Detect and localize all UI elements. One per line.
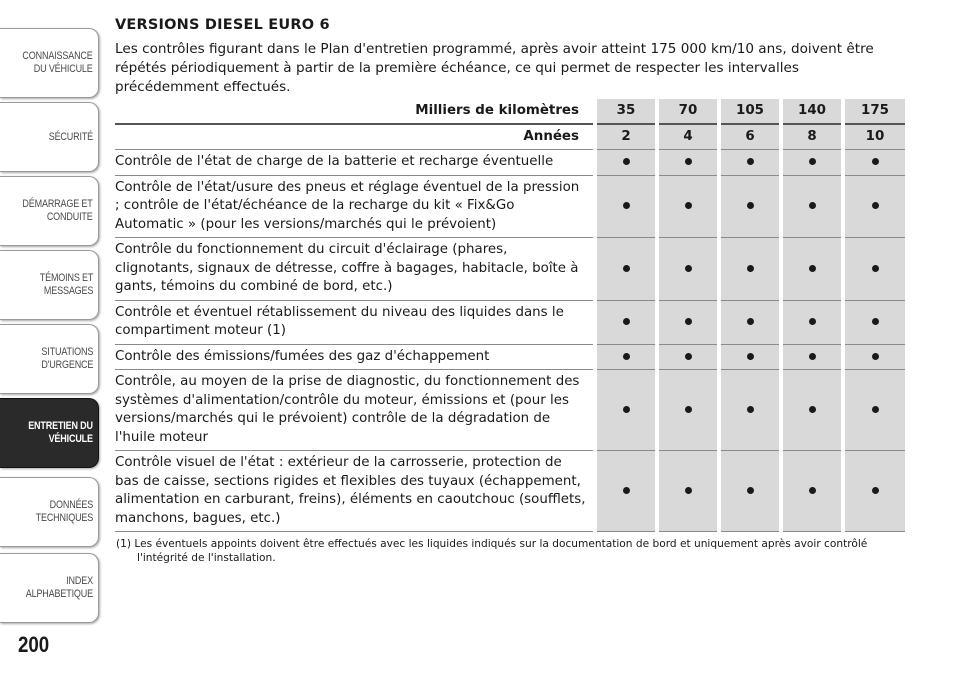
table-row [115,344,905,370]
interval-cell [595,150,657,176]
footnote: (1) Les éventuels appoints doivent être effectués avec les liquides indiqués sur la documentation de bord et uniquement après avoir contrôlé l'intégrité de l'installation. [116,538,868,564]
interval-cell [719,344,781,370]
check-description: Contrôle, au moyen de la prise de diagnostic, du fonctionnement des systèmes d'alimentation/contrôle du moteur, émissions et (pour les versions/marchés qui le prévoient) contrôle de la dégradation de l'huile moteur [115,370,595,451]
check-description: Contrôle et éventuel rétablissement du niveau des liquides dans le compartiment moteur (1) [115,300,595,344]
km-header-row [115,99,905,124]
table-row [115,370,905,451]
check-mark-dot-icon [872,265,879,272]
interval-cell [719,370,781,451]
check-mark-dot-icon [872,202,879,209]
interval-cell [595,238,657,301]
check-description: Contrôle des émissions/fumées des gaz d'échappement [115,344,595,370]
km-value: 70 [657,99,719,124]
interval-cell [657,370,719,451]
interval-cell [657,238,719,301]
check-mark-dot-icon [872,487,879,494]
interval-cell [843,175,905,238]
interval-cell [719,238,781,301]
check-mark-dot-icon [872,158,879,165]
interval-cell [595,370,657,451]
tab-label: ENTRETIEN DU VÉHICULE [28,420,93,445]
check-mark-dot-icon [872,406,879,413]
interval-cell [843,451,905,532]
interval-cell [781,175,843,238]
check-description: Contrôle de l'état de charge de la batterie et recharge éventuelle [115,150,595,176]
check-mark-dot-icon [809,158,816,165]
interval-cell [719,150,781,176]
years-value: 10 [843,124,905,150]
tab-demarrage-et-conduite[interactable] [0,176,99,246]
years-header-row [115,124,905,150]
check-mark-dot-icon [747,202,754,209]
interval-cell [781,344,843,370]
km-header-label: Milliers de kilomètres [415,102,579,118]
interval-cell [595,344,657,370]
check-mark-dot-icon [623,158,630,165]
check-mark-dot-icon [685,353,692,360]
check-mark-dot-icon [623,406,630,413]
years-value: 4 [657,124,719,150]
check-mark-dot-icon [623,265,630,272]
table-row [115,238,905,301]
interval-cell [657,175,719,238]
section-title: VERSIONS DIESEL EURO 6 [115,17,330,33]
tab-label: SÉCURITÉ [48,130,93,143]
check-mark-dot-icon [747,158,754,165]
check-mark-dot-icon [623,353,630,360]
check-mark-dot-icon [685,202,692,209]
interval-cell [719,451,781,532]
interval-cell [843,300,905,344]
check-mark-dot-icon [685,406,692,413]
interval-cell [719,175,781,238]
years-value: 2 [595,124,657,150]
check-mark-dot-icon [809,265,816,272]
check-description: Contrôle du fonctionnement du circuit d'éclairage (phares, clignotants, signaux de détresse, coffre à bagages, habitacle, boîte à gants, témoins du combiné de bord, etc.) [115,238,595,301]
tab-index-alphabetique[interactable] [0,553,99,623]
interval-cell [781,451,843,532]
check-mark-dot-icon [685,265,692,272]
check-mark-dot-icon [685,158,692,165]
interval-cell [595,300,657,344]
interval-cell [781,370,843,451]
check-mark-dot-icon [809,487,816,494]
maintenance-table [115,99,905,532]
interval-cell [781,300,843,344]
tab-situations-d-urgence[interactable] [0,324,99,394]
interval-cell [843,150,905,176]
check-mark-dot-icon [747,353,754,360]
table-row [115,175,905,238]
tab-label: SITUATIONS D'URGENCE [41,346,93,371]
interval-cell [843,238,905,301]
check-mark-dot-icon [809,318,816,325]
check-mark-dot-icon [872,353,879,360]
km-value: 105 [719,99,781,124]
tab-label: DÉMARRAGE ET CONDUITE [22,198,93,223]
check-mark-dot-icon [747,265,754,272]
km-value: 140 [781,99,843,124]
table-row [115,300,905,344]
check-mark-dot-icon [623,487,630,494]
table-row [115,150,905,176]
tab-securite[interactable] [0,102,99,172]
page-number: 200 [18,632,50,657]
interval-cell [595,451,657,532]
check-description: Contrôle de l'état/usure des pneus et réglage éventuel de la pression ; contrôle de l'état/échéance de la recharge du kit « Fix&Go Automatic » (pour les versions/marchés qui le prévoient) [115,175,595,238]
tab-connaissance-du-vehicule[interactable] [0,28,99,98]
table-row [115,451,905,532]
interval-cell [595,175,657,238]
check-mark-dot-icon [747,406,754,413]
interval-cell [657,344,719,370]
check-mark-dot-icon [747,487,754,494]
tab-label: DONNÉES TECHNIQUES [35,499,93,524]
chapter-sidebar [0,0,100,678]
interval-cell [719,300,781,344]
tab-label: TÉMOINS ET MESSAGES [39,272,93,297]
check-mark-dot-icon [685,318,692,325]
interval-cell [843,344,905,370]
check-mark-dot-icon [809,202,816,209]
check-description: Contrôle visuel de l'état : extérieur de la carrosserie, protection de bas de caisse, sections rigides et flexibles des tuyaux (échappement, alimentation en carburant, freins), éléments en caoutchouc (soufflets, manchons, bagues, etc.) [115,451,595,532]
interval-cell [781,238,843,301]
check-mark-dot-icon [623,202,630,209]
check-mark-dot-icon [685,487,692,494]
tab-temoins-et-messages[interactable] [0,250,99,320]
check-mark-dot-icon [809,406,816,413]
km-value: 175 [843,99,905,124]
check-mark-dot-icon [872,318,879,325]
km-value: 35 [595,99,657,124]
years-value: 6 [719,124,781,150]
interval-cell [657,150,719,176]
tab-label: INDEX ALPHABETIQUE [25,575,93,600]
page-content [115,14,905,576]
check-mark-dot-icon [809,353,816,360]
interval-cell [781,150,843,176]
interval-cell [657,451,719,532]
years-header-label: Années [115,124,595,150]
interval-cell [843,370,905,451]
interval-cell [657,300,719,344]
check-mark-dot-icon [623,318,630,325]
tab-donnees-techniques[interactable] [0,477,99,547]
tab-entretien-du-vehicule[interactable] [0,398,99,468]
check-mark-dot-icon [747,318,754,325]
tab-label: CONNAISSANCE DU VÉHICULE [22,50,93,75]
intro-paragraph: Les contrôles figurant dans le Plan d'entretien programmé, après avoir atteint 175 000 km/10 ans, doivent être répétés périodiquement à partir de la première échéance, ce qui permet de respecter les intervalles précédemment effectués. [115,41,874,95]
years-value: 8 [781,124,843,150]
